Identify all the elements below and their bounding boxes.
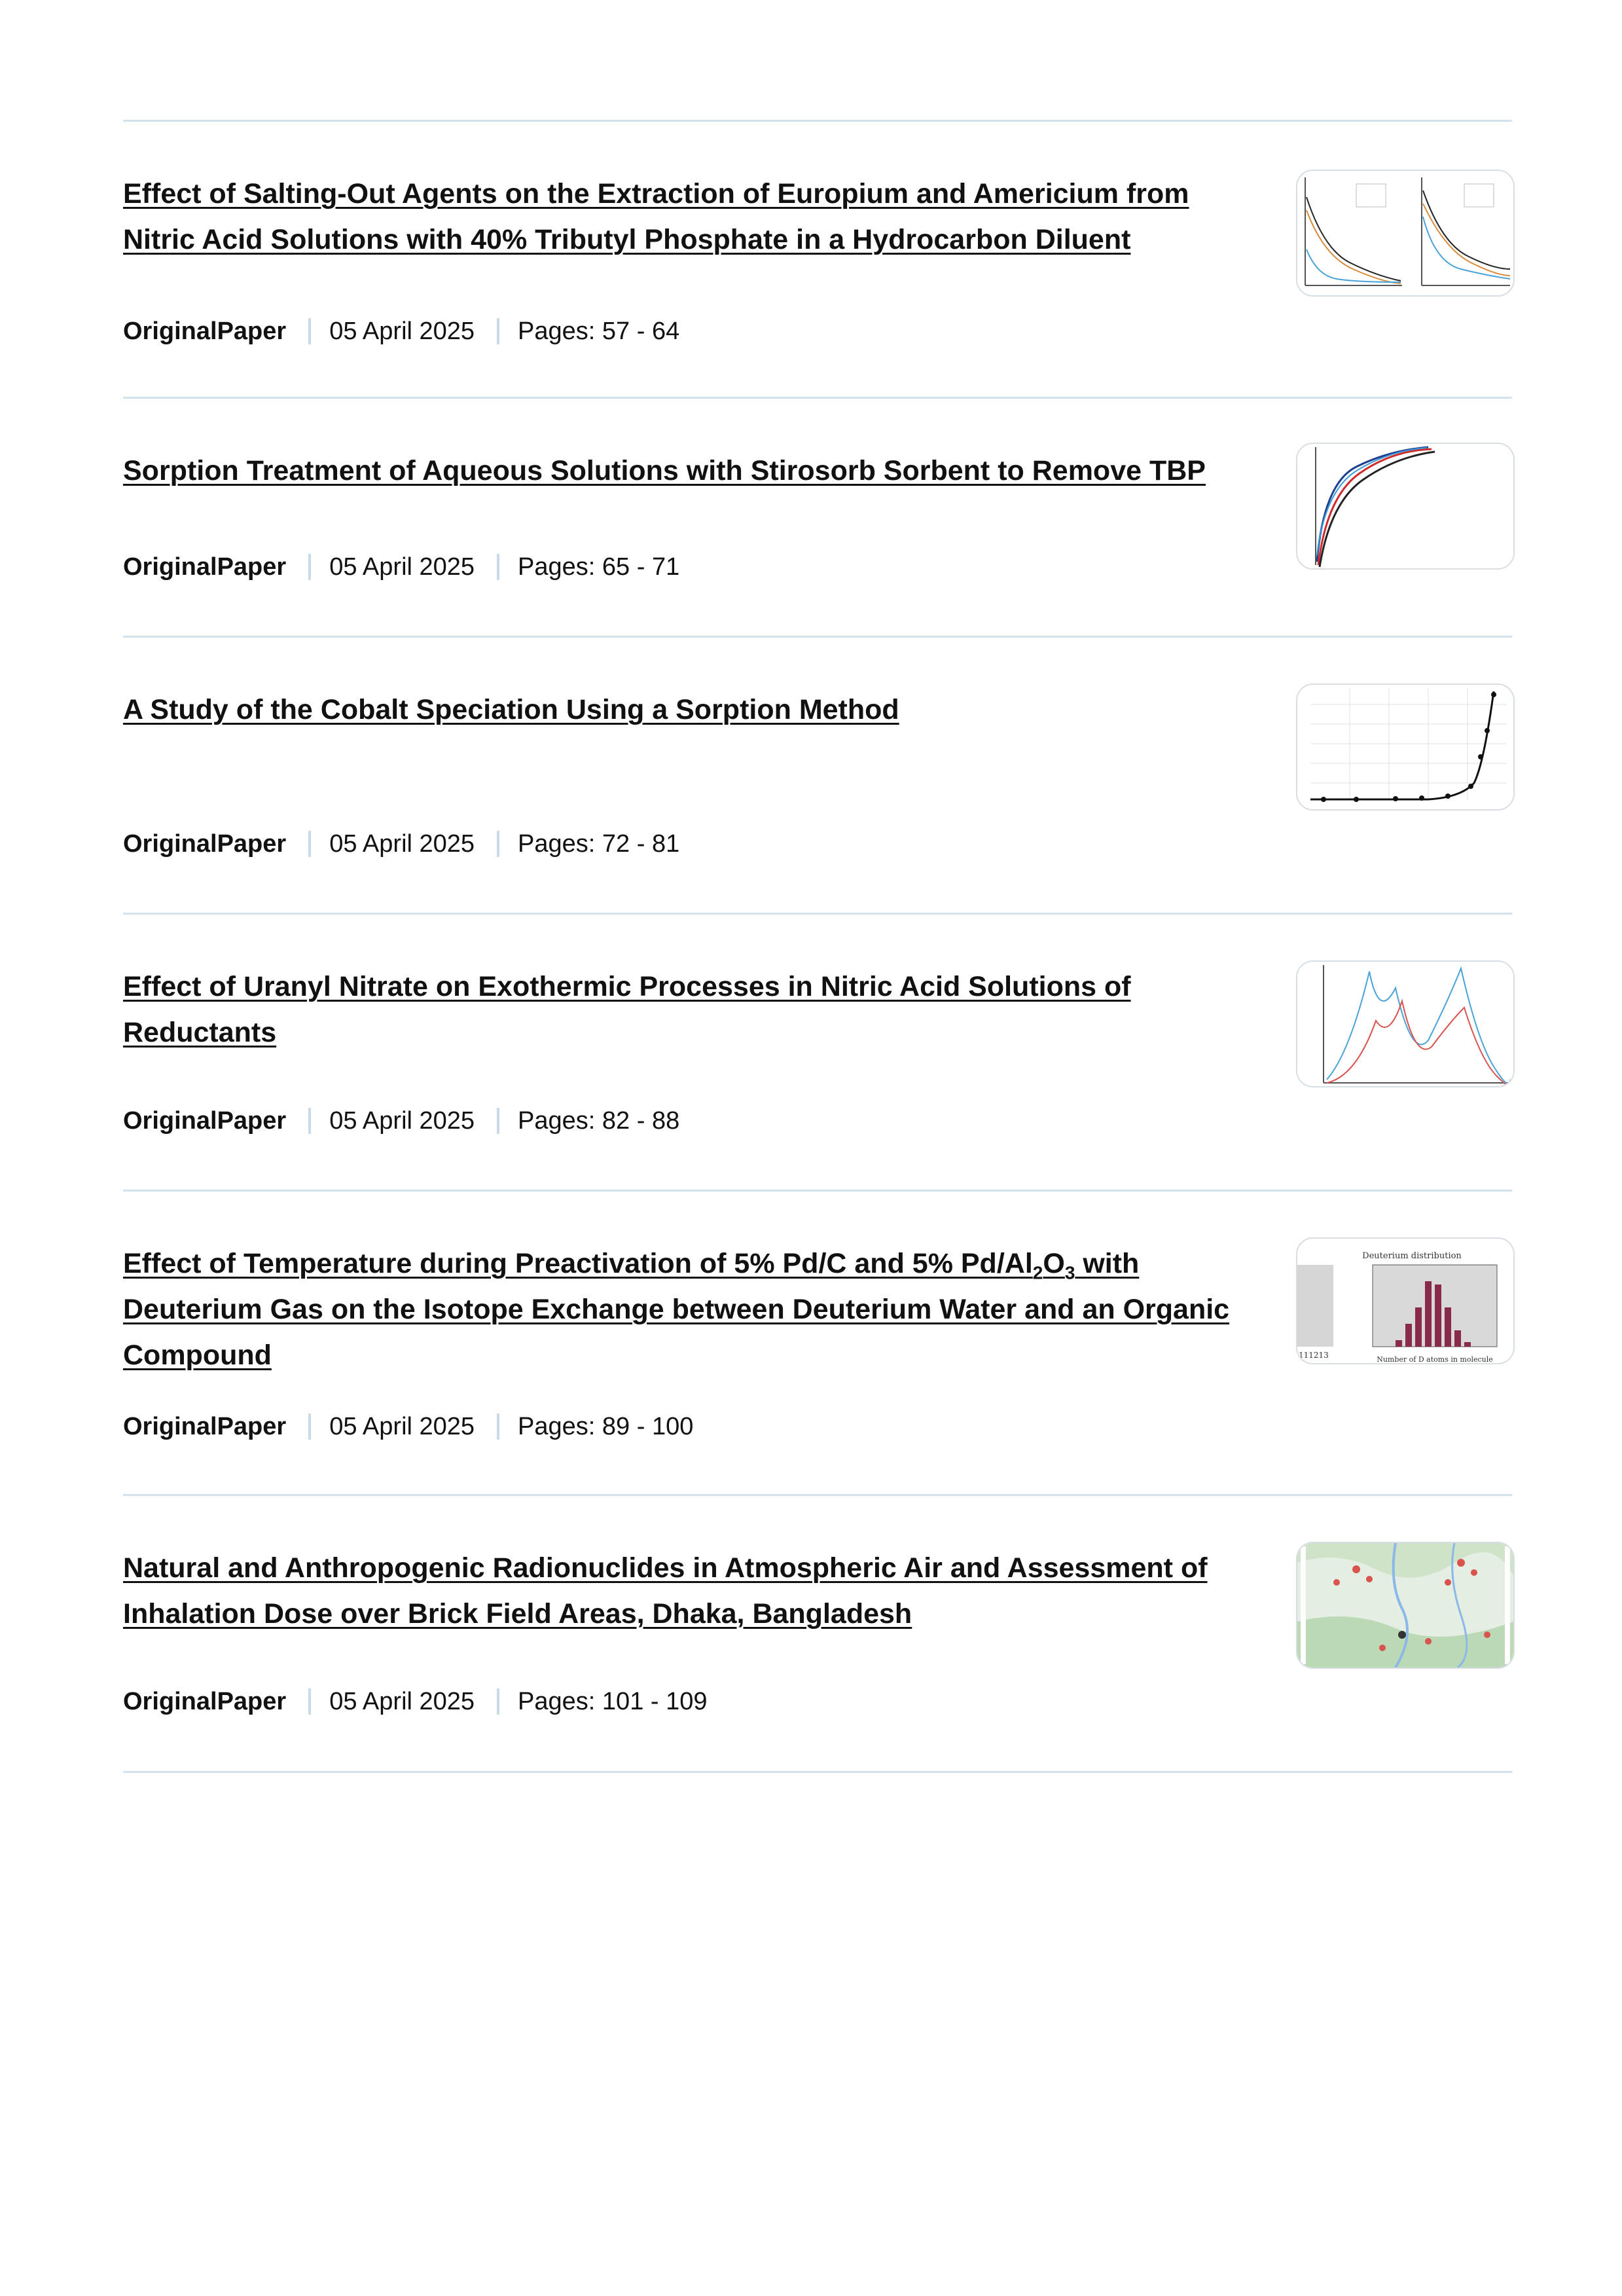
pages-label: Pages: (518, 553, 596, 581)
article-thumbnail[interactable] (1296, 960, 1515, 1087)
article-meta (123, 829, 679, 858)
article-title-link[interactable]: Effect of Uranyl Nitrate on Exothermic Processes in Nitric Acid Solutions of Reductants (123, 971, 1131, 1048)
article-thumbnail[interactable] (1296, 1542, 1515, 1669)
pages-label: Pages: (518, 318, 596, 345)
article-title-link[interactable] (123, 1241, 1269, 1378)
extraction-curves-figure-icon (1297, 171, 1513, 295)
pages-value: 72 - 81 (602, 830, 680, 858)
thermal-flux-figure-icon (1297, 962, 1513, 1086)
meta-separator (308, 1688, 311, 1715)
deuterium-distribution-figure-icon (1297, 1239, 1513, 1363)
thumb-heading: Deuterium distribution (1362, 1251, 1462, 1261)
subscript: 3 (1064, 1262, 1075, 1283)
publication-date: 05 April 2025 (329, 830, 475, 858)
meta-separator (308, 1413, 311, 1440)
article-thumbnail[interactable] (1296, 170, 1515, 297)
meta-separator (497, 1108, 499, 1134)
article-meta (123, 553, 679, 581)
content-type-label: OriginalPaper (123, 318, 287, 345)
thumb-tick-text: 111213 (1299, 1351, 1329, 1360)
content-type-label: OriginalPaper (123, 1107, 287, 1135)
pages-label: Pages: (518, 1688, 596, 1715)
article-meta (123, 1412, 693, 1441)
content-type-label: OriginalPaper (123, 553, 287, 581)
article-thumbnail[interactable] (1296, 1237, 1515, 1364)
pages-value: 82 - 88 (602, 1107, 680, 1135)
pages-value: 57 - 64 (602, 318, 680, 345)
content-type-label: OriginalPaper (123, 1413, 287, 1440)
page-range (518, 1106, 679, 1135)
meta-separator (308, 554, 311, 580)
publication-date: 05 April 2025 (329, 1107, 475, 1135)
meta-separator (308, 1108, 311, 1134)
publication-date: 05 April 2025 (329, 1688, 475, 1715)
article-item (123, 122, 1512, 399)
thumb-axis-label: Number of D atoms in molecule (1377, 1355, 1493, 1363)
publication-date: 05 April 2025 (329, 318, 475, 345)
page-range (518, 1687, 707, 1716)
meta-separator (497, 318, 499, 344)
meta-separator (308, 831, 311, 857)
page-range (518, 829, 679, 858)
article-meta (123, 317, 679, 346)
page-range (518, 553, 679, 581)
article-thumbnail[interactable] (1296, 683, 1515, 811)
article-title-link[interactable]: Sorption Treatment of Aqueous Solutions with Stirosorb Sorbent to Remove TBP (123, 455, 1206, 486)
article-item (123, 638, 1512, 915)
article-item (123, 915, 1512, 1192)
publication-date: 05 April 2025 (329, 553, 475, 581)
sorption-isotherm-figure-icon (1297, 444, 1513, 568)
content-type-label: OriginalPaper (123, 830, 287, 858)
article-title-link[interactable]: Effect of Salting-Out Agents on the Extraction of Europium and Americium from Nitric Acid Solutions with 40% Tributyl Phosphate in a Hydrocarbon Diluent (123, 178, 1189, 255)
article-list (123, 120, 1512, 1773)
meta-separator (497, 831, 499, 857)
pages-value: 89 - 100 (602, 1413, 694, 1440)
article-thumbnail[interactable] (1296, 443, 1515, 570)
article-meta (123, 1687, 708, 1716)
pages-label: Pages: (518, 830, 596, 858)
meta-separator (497, 554, 499, 580)
page-range (518, 317, 679, 346)
article-item (123, 1496, 1512, 1773)
content-type-label: OriginalPaper (123, 1688, 287, 1715)
title-text: with Deuterium Gas on the Isotope Exchange between Deuterium Water and an Organic Compound (123, 1248, 1230, 1371)
pages-label: Pages: (518, 1413, 596, 1440)
meta-separator (497, 1688, 499, 1715)
publication-date: 05 April 2025 (329, 1413, 475, 1440)
article-item (123, 1192, 1512, 1496)
map-figure-icon (1297, 1543, 1513, 1667)
article-title-link[interactable]: A Study of the Cobalt Speciation Using a Sorption Method (123, 694, 899, 725)
pages-value: 101 - 109 (602, 1688, 708, 1715)
subscript: 2 (1032, 1262, 1043, 1283)
speciation-plot-figure-icon (1297, 685, 1513, 809)
article-title-link[interactable]: Natural and Anthropogenic Radionuclides in Atmospheric Air and Assessment of Inhalation Dose over Brick Field Areas, Dhaka, Bangladesh (123, 1552, 1208, 1630)
title-text: Effect of Temperature during Preactivation of 5% Pd/C and 5% Pd/Al (123, 1248, 1033, 1279)
page-range (518, 1412, 693, 1441)
title-text: O (1043, 1248, 1065, 1279)
pages-value: 65 - 71 (602, 553, 680, 581)
article-meta (123, 1106, 679, 1135)
meta-separator (308, 318, 311, 344)
article-item (123, 399, 1512, 638)
pages-label: Pages: (518, 1107, 596, 1135)
meta-separator (497, 1413, 499, 1440)
